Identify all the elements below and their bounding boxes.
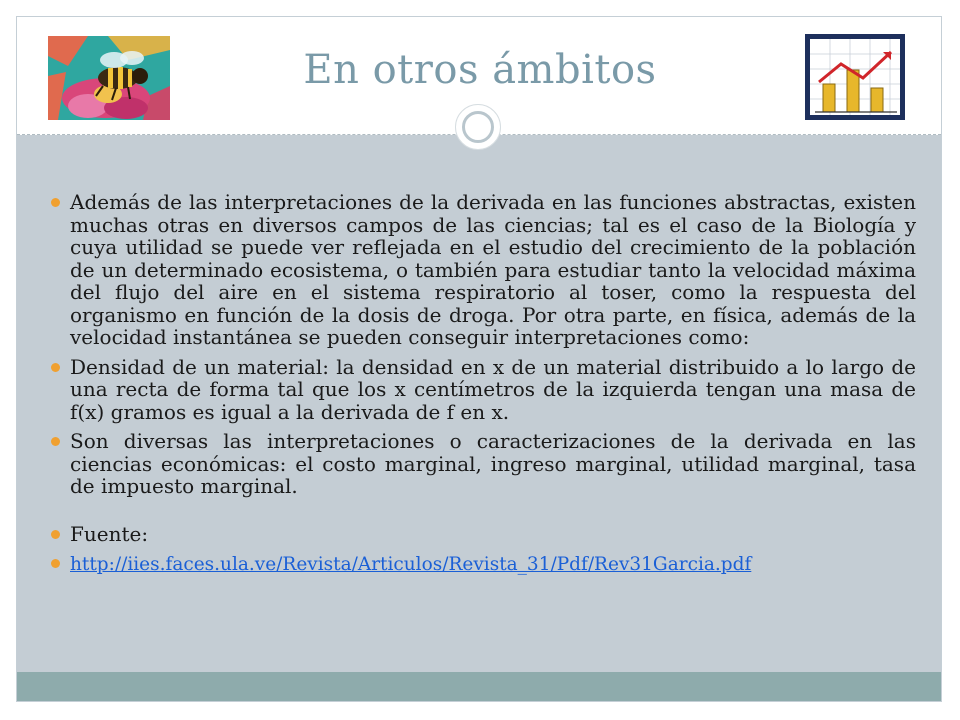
source-link-item xyxy=(50,552,916,577)
bullet-dot-icon xyxy=(51,198,60,207)
bullet-item xyxy=(50,191,916,349)
bullet-dot-icon xyxy=(51,559,60,568)
divider-ring-ornament xyxy=(455,104,501,150)
content-bullet-list xyxy=(50,191,916,584)
slide-title: En otros ámbitos xyxy=(303,47,657,93)
bullet-item xyxy=(50,356,916,424)
bullet-text: Son diversas las interpretaciones o caracterizaciones de la derivada en las ciencias económicas: el costo marginal, ingreso marginal, utilidad marginal, tasa de impuesto marginal. xyxy=(70,429,916,498)
bullet-dot-icon xyxy=(51,437,60,446)
bullet-text: Densidad de un material: la densidad en x de un material distribuido a lo largo de una recta de forma tal que los x centímetros de la izquierda tengan una masa de f(x) gramos es igual a la derivada de f en x. xyxy=(70,354,916,424)
bullet-dot-icon xyxy=(51,530,60,539)
divider-ring-inner xyxy=(462,111,494,143)
source-link[interactable]: http://iies.faces.ula.ve/Revista/Articulos/Revista_31/Pdf/Rev31Garcia.pdf xyxy=(70,554,752,575)
source-label: Fuente: xyxy=(70,521,149,546)
bullet-text: Además de las interpretaciones de la derivada en las funciones abstractas, existen muchas otras en diversos campos de las ciencias; tal es el caso de la Biología y cuya utilidad se puede ver reflejada en el estudio del crecimiento de la población de un determinado ecosistema, o también para estudiar tanto la velocidad máxima del flujo del aire en el sistema respiratorio al toser, como la respuesta del organismo en función de la dosis de droga. Por otra parte, en física, además de la velocidad instantánea se pueden conseguir interpretaciones como: xyxy=(70,190,916,349)
bullet-dot-icon xyxy=(51,363,60,372)
source-label-item xyxy=(50,523,916,546)
bullet-item xyxy=(50,430,916,498)
